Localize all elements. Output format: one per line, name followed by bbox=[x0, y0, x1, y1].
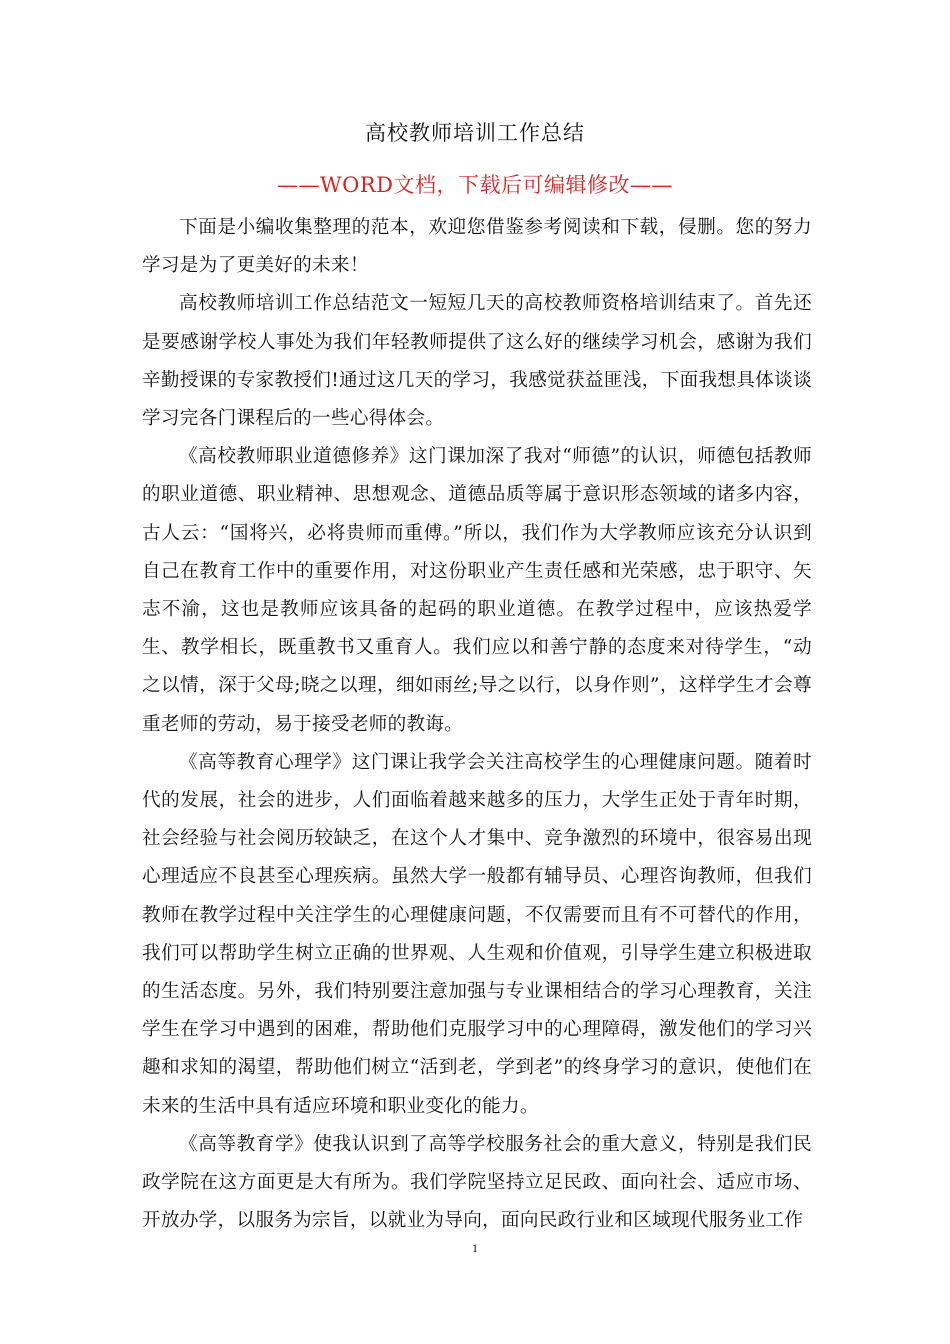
document-title: 高校教师培训工作总结 bbox=[365, 121, 585, 145]
paragraph-intro: 下面是小编收集整理的范本，欢迎您借鉴参考阅读和下载，侵删。您的努力学习是为了更美好的未来！ bbox=[142, 217, 812, 277]
paragraph-psychology-course: 《高等教育心理学》这门课让我学会关注高校学生的心理健康问题。随着时代的发展，社会的进步，人们面临着越来越多的压力，大学生正处于青年时期，社会经验与社会阅历较缺乏，在这个人才集中、竞争激烈的环境中，很容易出现心理适应不良甚至心理疾病。虽然大学一般都有辅导员、心理咨询教师，但我们教师在教学过程中关注学生的心理健康问题，不仅需要而且有不可替代的作用，我们可以帮助学生树立正确的世界观、人生观和价值观，引导学生建立积极进取的生活态度。另外，我们特别要注意加强与专业课相结合的学习心理教育，关注学生在学习中遇到的困难，帮助他们克服学习中的心理障碍，激发他们的学习兴趣和求知的渴望，帮助他们树立“活到老，学到老”的终身学习的意识，使他们在未来的生活中具有适应环境和职业变化的能力。 bbox=[142, 751, 812, 1117]
paragraph-summary: 高校教师培训工作总结范文一短短几天的高校教师资格培训结束了。首先还是要感谢学校人事处为我们年轻教师提供了这么好的继续学习机会，感谢为我们辛勤授课的专家教授们!通过这几天的学习，我感觉获益匪浅，下面我想具体谈谈学习完各门课程后的一些心得体会。 bbox=[142, 293, 812, 430]
page-number: 1 bbox=[472, 1241, 478, 1255]
document-body bbox=[142, 209, 812, 1240]
paragraph-ethics-course: 《高校教师职业道德修养》这门课加深了我对“师德”的认识，师德包括教师的职业道德、职业精神、思想观念、道德品质等属于意识形态领域的诸多内容，古人云：“国将兴，必将贵师而重傅。”所以，我们作为大学教师应该充分认识到自己在教育工作中的重要作用，对这份职业产生责任感和光荣感，忠于职守、矢志不渝，这也是教师应该具备的起码的职业道德。在教学过程中，应该热爱学生、教学相长，既重教书又重育人。我们应以和善宁静的态度来对待学生，“动之以情，深于父母;晓之以理，细如雨丝;导之以行，以身作则”，这样学生才会尊重老师的劳动，易于接受老师的教诲。 bbox=[142, 446, 812, 735]
document-subtitle: ——WORD文档，下载后可编辑修改—— bbox=[277, 173, 673, 197]
paragraph-higher-education-course: 《高等教育学》使我认识到了高等学校服务社会的重大意义，特别是我们民政学院在这方面更是大有所为。我们学院坚持立足民政、面向社会、适应市场、开放办学，以服务为宗旨，以就业为导向，面向民政行业和区域现代服务业工作 bbox=[142, 1133, 812, 1232]
